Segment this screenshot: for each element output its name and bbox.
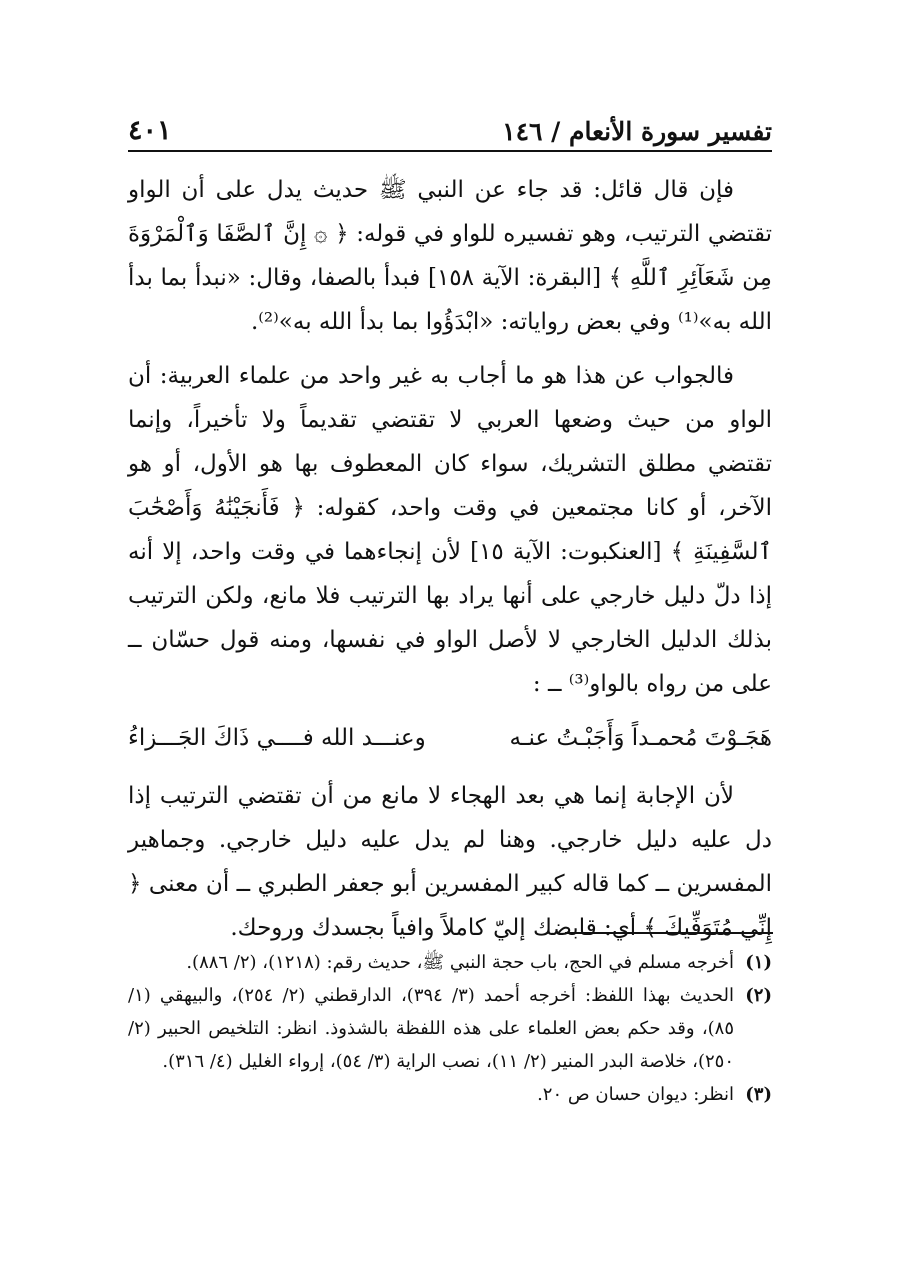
footnote-text: أخرجه مسلم في الحج، باب حجة النبي ﷺ، حديث رقم: (١٢١٨)، (٢/ ٨٨٦). bbox=[186, 952, 734, 973]
footnote-number: (٣) bbox=[745, 1084, 772, 1105]
footnote-number: (٢) bbox=[745, 985, 772, 1006]
footnote-1 bbox=[128, 946, 772, 979]
footnote-2 bbox=[128, 979, 772, 1078]
footnote-3 bbox=[128, 1078, 772, 1111]
verse-second-hemistich: وعنـــد الله فــــي ذَاكَ الجَـــزاءُ bbox=[128, 725, 426, 751]
footnote-number: (١) bbox=[745, 952, 772, 973]
paragraph-1: فإن قال قائل: قد جاء عن النبي ﷺ حديث يدل على أن الواو تقتضي الترتيب، وهو تفسيره للواو في قوله: ﴿ ۞ إِنَّ ٱلصَّفَا وَٱلْمَرْوَةَ مِن شَعَآئِرِ ٱللَّهِ ﴾ [البقرة: الآية ١٥٨] فبدأ بالصفا، وقال: «نبدأ بما بدأ الله به»⁽¹⁾ وفي بعض رواياته: «ابْدَؤُوا بما بدأ الله به»⁽²⁾. bbox=[128, 177, 772, 335]
footnote-divider bbox=[565, 932, 773, 934]
footnotes bbox=[128, 946, 772, 1111]
running-title: تفسير سورة الأنعام / ١٤٦ bbox=[502, 117, 772, 146]
verse-first-hemistich: هَجَـوْتَ مُحمـداً وَأَجَبْـتُ عنـه bbox=[509, 725, 772, 751]
page-header bbox=[128, 98, 772, 152]
footnote-text: الحديث بهذا اللفظ: أخرجه أحمد (٣/ ٣٩٤)، الدارقطني (٢/ ٢٥٤)، والبيهقي (١/ ٨٥)، وقد حكم بعض العلماء على هذه اللفظة بالشذوذ. انظر: التلخيص الحبير (٢/ ٢٥٠)، خلاصة البدر المنير (٢/ ١١)، نصب الراية (٣/ ٥٤)، إرواء الغليل (٤/ ٣١٦). bbox=[128, 985, 734, 1072]
main-text bbox=[128, 168, 772, 950]
footnote-text: انظر: ديوان حسان ص ٢٠. bbox=[537, 1084, 734, 1105]
poetry-verse bbox=[128, 716, 772, 760]
page-number: ٤٠١ bbox=[128, 115, 172, 146]
paragraph-2: فالجواب عن هذا هو ما أجاب به غير واحد من علماء العربية: أن الواو من حيث وضعها العربي لا تقتضي تقديماً ولا تأخيراً، وإنما تقتضي مطلق التشريك، سواء كان المعطوف بها هو الأول، أو هو الآخر، أو كانا مجتمعين في وقت واحد، كقوله: ﴿ فَأَنجَيْنَٰهُ وَأَصْحَٰبَ ٱلسَّفِينَةِ ﴾ [العنكبوت: الآية ١٥] لأن إنجاءهما في وقت واحد، إلا أنه إذا دلّ دليل خارجي على أنها يراد بها الترتيب فلا مانع، ولكن الترتيب بذلك الدليل الخارجي لا لأصل الواو في نفسها، ومنه قول حسّان ــ على من رواه بالواو⁽³⁾ ــ : bbox=[128, 363, 772, 697]
paragraph-3: لأن الإجابة إنما هي بعد الهجاء لا مانع من أن تقتضي الترتيب إذا دل عليه دليل خارجي. وهنا لم يدل عليه دليل خارجي. وجماهير المفسرين ــ كما قاله كبير المفسرين أبو جعفر الطبري ــ أن معنى ﴿ إِنِّي مُتَوَفِّيكَ ﴾ أي: قابضك إليّ كاملاً وافياً بجسدك وروحك. bbox=[128, 783, 772, 941]
